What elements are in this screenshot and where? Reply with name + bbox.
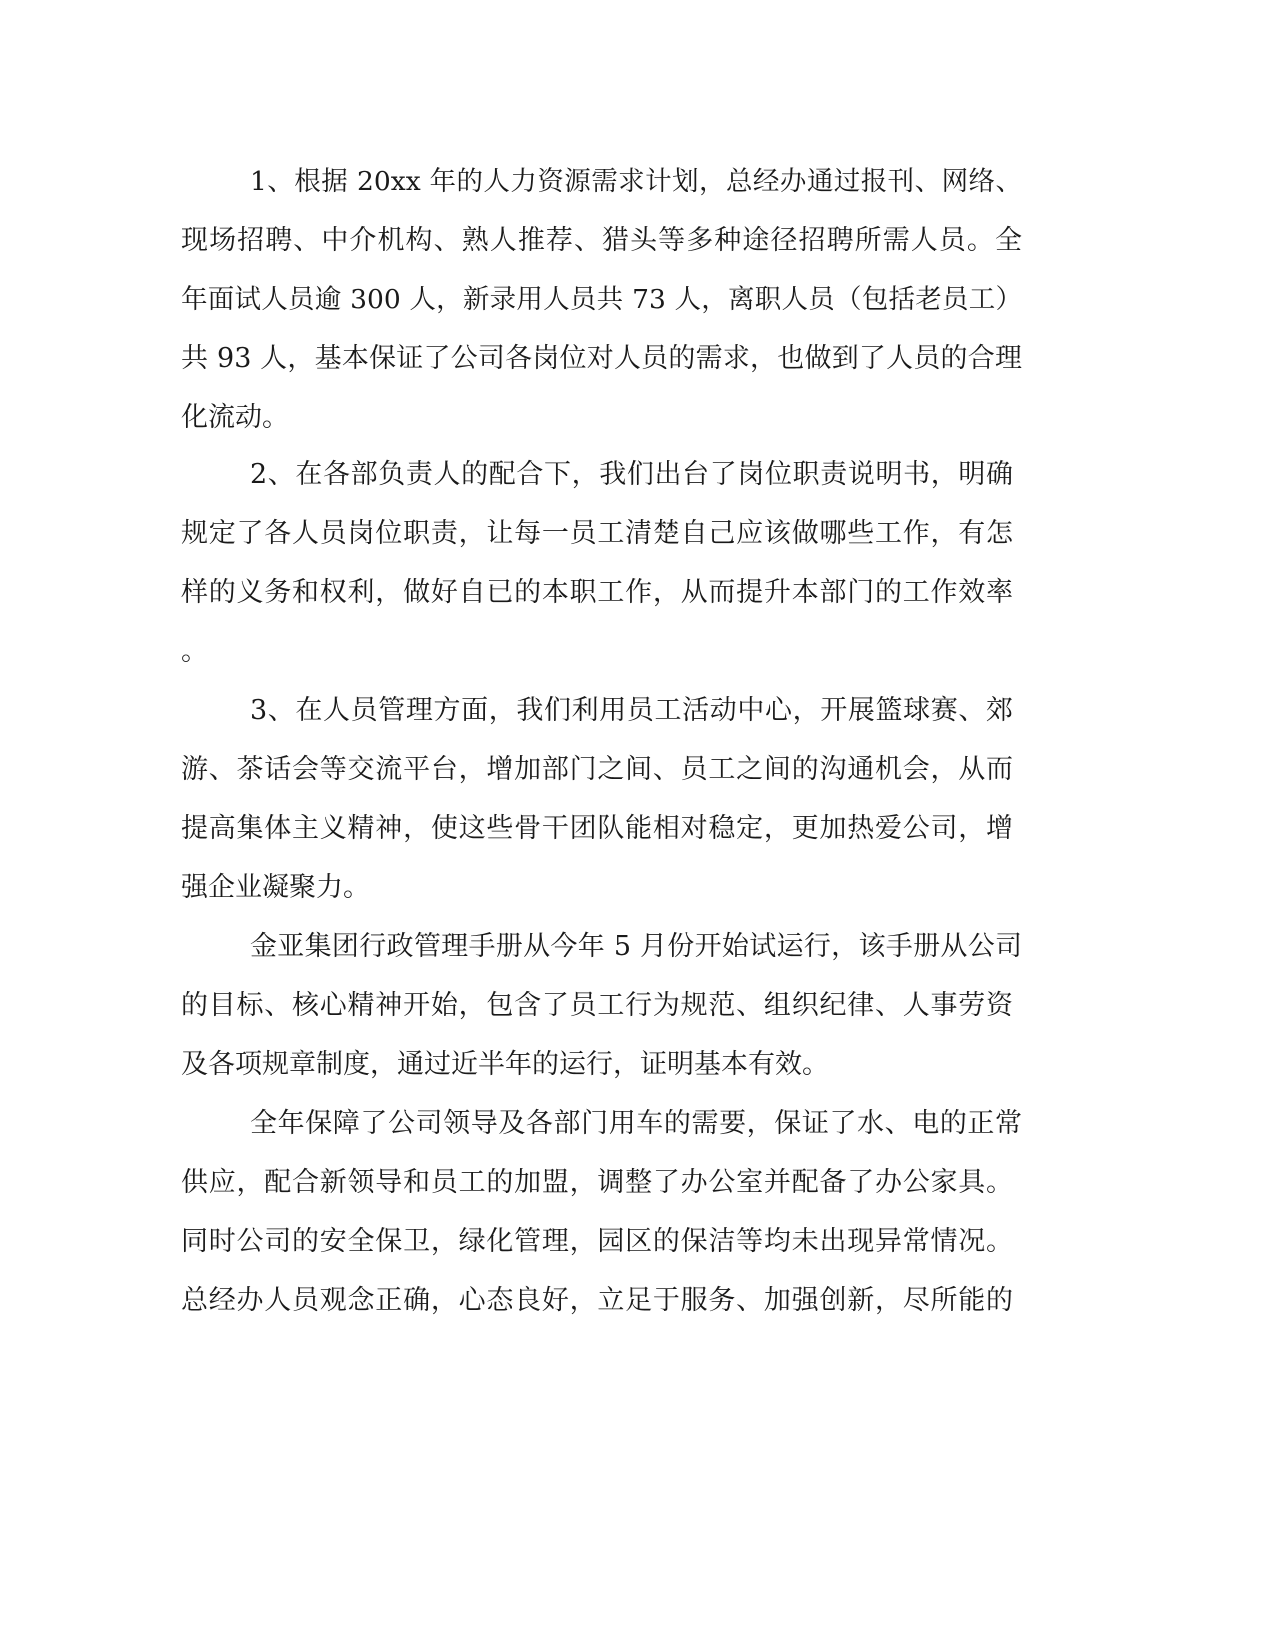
paragraph-2-line-2: 规定了各人员岗位职责，让每一员工清楚自己应该做哪些工作，有怎 [181, 518, 1013, 549]
paragraph-2-line-1: 2、在各部负责人的配合下，我们出台了岗位职责说明书，明确 [250, 459, 1013, 490]
paragraph-1-line-1: 1、根据 20xx 年的人力资源需求计划，总经办通过报刊、网络、 [250, 166, 1022, 197]
paragraph-3-line-4: 强企业凝聚力。 [181, 872, 370, 903]
paragraph-2-line-3: 样的义务和权利，做好自已的本职工作，从而提升本部门的工作效率 [181, 577, 1013, 608]
paragraph-5-line-2: 供应，配合新领导和员工的加盟，调整了办公室并配备了办公家具。 [181, 1167, 1013, 1198]
paragraph-5-line-4: 总经办人员观念正确，心态良好，立足于服务、加强创新，尽所能的 [181, 1285, 1013, 1316]
paragraph-4-line-2: 的目标、核心精神开始，包含了员工行为规范、组织纪律、人事劳资 [181, 990, 1013, 1021]
paragraph-1-line-5: 化流动。 [181, 402, 289, 433]
paragraph-5-line-3: 同时公司的安全保卫，绿化管理，园区的保洁等均未出现异常情况。 [181, 1226, 1013, 1257]
paragraph-3-line-2: 游、茶话会等交流平台，增加部门之间、员工之间的沟通机会，从而 [181, 754, 1013, 785]
paragraph-3-line-1: 3、在人员管理方面，我们利用员工活动中心，开展篮球赛、郊 [250, 695, 1013, 726]
paragraph-1-line-4: 共 93 人，基本保证了公司各岗位对人员的需求，也做到了人员的合理 [181, 343, 1022, 374]
paragraph-4-line-1: 金亚集团行政管理手册从今年 5 月份开始试运行，该手册从公司 [250, 931, 1022, 962]
paragraph-5-line-1: 全年保障了公司领导及各部门用车的需要，保证了水、电的正常 [250, 1108, 1022, 1139]
paragraph-3-line-3: 提高集体主义精神，使这些骨干团队能相对稳定，更加热爱公司，增 [181, 813, 1013, 844]
paragraph-1-line-2: 现场招聘、中介机构、熟人推荐、猎头等多种途径招聘所需人员。全 [181, 225, 1022, 256]
paragraph-4-line-3: 及各项规章制度，通过近半年的运行，证明基本有效。 [181, 1049, 829, 1080]
paragraph-2-line-4: 。 [181, 636, 208, 667]
paragraph-1-line-3: 年面试人员逾 300 人，新录用人员共 73 人，离职人员（包括老员工） [181, 284, 1022, 315]
